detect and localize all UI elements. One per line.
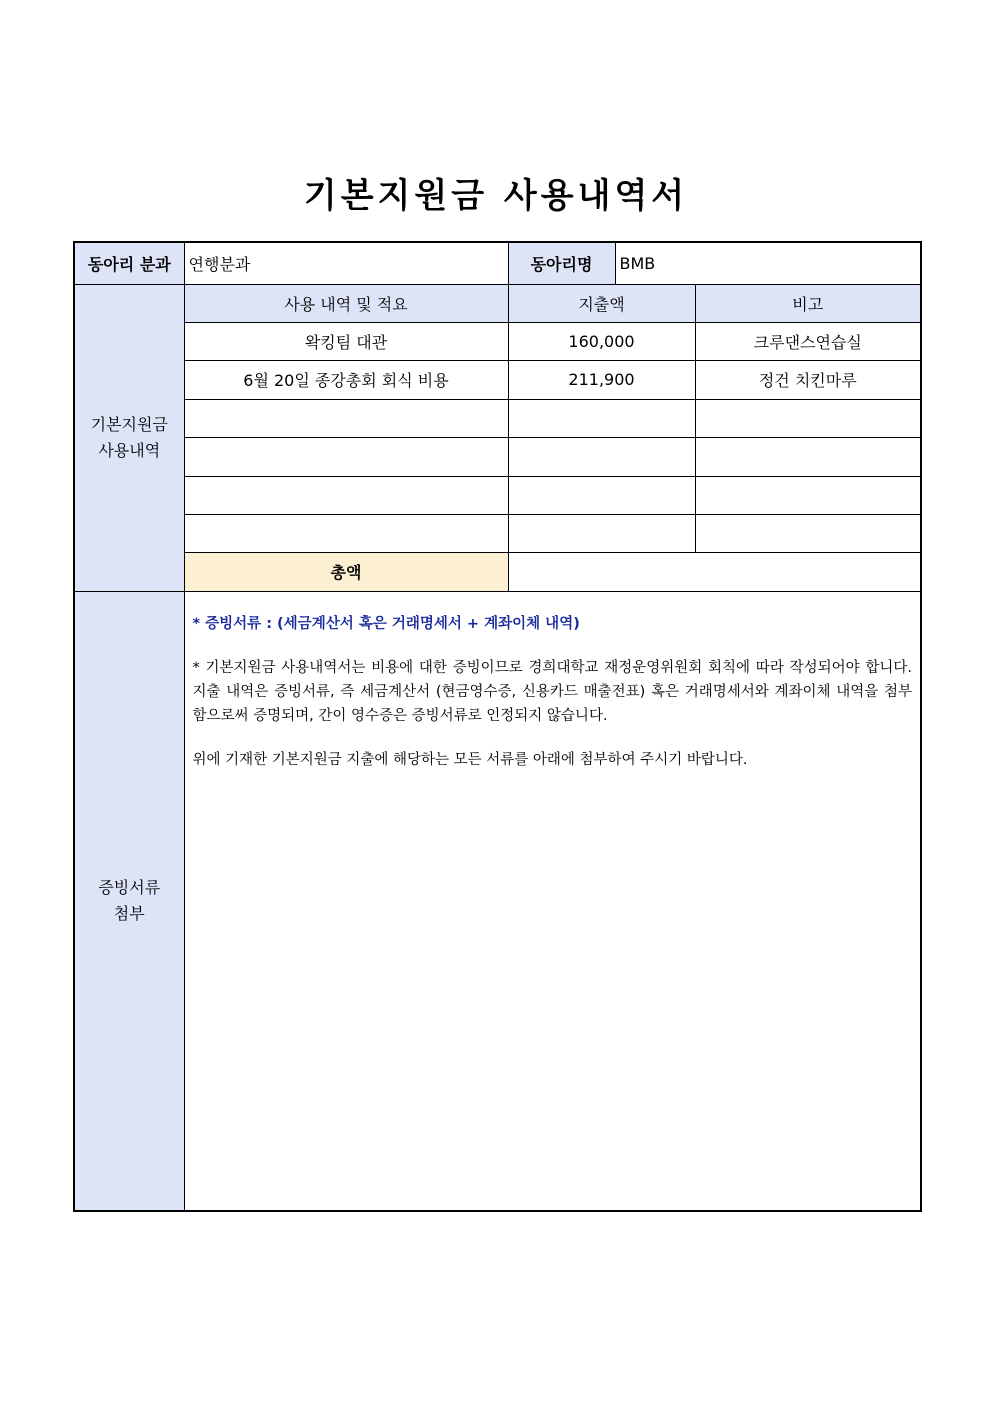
attachments-section-label-line2: 첨부 xyxy=(113,903,145,923)
column-header-amount: 지출액 xyxy=(508,284,695,322)
row-note[interactable]: 정건 치킨마루 xyxy=(695,360,921,399)
attachments-section-label xyxy=(74,591,184,1211)
attachments-area[interactable] xyxy=(184,591,921,1211)
row-amount[interactable]: 211,900 xyxy=(508,360,695,399)
row-note[interactable]: 크루댄스연습실 xyxy=(695,322,921,360)
row-note[interactable] xyxy=(695,476,921,514)
table-row xyxy=(74,360,921,399)
instruction-note: * 기본지원금 사용내역서는 비용에 대한 증빙이므로 경희대학교 재정운영위원회 회칙에 따라 작성되어야 합니다. 지출 내역은 증빙서류, 즉 세금계산서 (현금영수증, 신용카드 매출전표) 혹은 거래명세서와 계좌이체 내역을 첨부함으로써 증명되며, 간이 영수증은 증빙서류로 인정되지 않습니다. xyxy=(192,659,913,724)
row-amount[interactable]: 160,000 xyxy=(508,322,695,360)
row-desc[interactable]: 6월 20일 종강총회 회식 비용 xyxy=(184,360,508,399)
total-value[interactable] xyxy=(508,552,921,591)
table-row xyxy=(74,322,921,360)
column-header-desc: 사용 내역 및 적요 xyxy=(184,284,508,322)
row-amount[interactable] xyxy=(508,399,695,437)
club-name-label: 동아리명 xyxy=(508,242,615,284)
usage-section-label-line2: 사용내역 xyxy=(98,440,161,460)
row-note[interactable] xyxy=(695,399,921,437)
club-name-value[interactable]: BMB xyxy=(615,242,921,284)
division-value[interactable]: 연행분과 xyxy=(184,242,508,284)
row-desc[interactable] xyxy=(184,476,508,514)
row-amount[interactable] xyxy=(508,437,695,476)
usage-report-form xyxy=(73,241,922,1212)
table-row xyxy=(74,476,921,514)
row-amount[interactable] xyxy=(508,514,695,552)
column-header-note: 비고 xyxy=(695,284,921,322)
usage-section-label-line1: 기본지원금 xyxy=(90,414,168,434)
evidence-note: * 증빙서류 : (세금계산서 혹은 거래명세서 + 계좌이체 내역) xyxy=(192,615,580,632)
division-label: 동아리 분과 xyxy=(74,242,184,284)
usage-section-label xyxy=(74,284,184,591)
attachments-section-label-line1: 증빙서류 xyxy=(98,877,161,897)
page-title: 기본지원금 사용내역서 xyxy=(303,176,689,216)
row-note[interactable] xyxy=(695,514,921,552)
row-amount[interactable] xyxy=(508,476,695,514)
row-desc[interactable] xyxy=(184,437,508,476)
row-desc[interactable] xyxy=(184,514,508,552)
attach-request-note: 위에 기재한 기본지원금 지출에 해당하는 모든 서류를 아래에 첨부하여 주시기 바랍니다. xyxy=(192,751,748,768)
table-row xyxy=(74,514,921,552)
row-desc[interactable] xyxy=(184,399,508,437)
row-desc[interactable]: 왁킹팀 대관 xyxy=(184,322,508,360)
total-label: 총액 xyxy=(184,552,508,591)
row-note[interactable] xyxy=(695,437,921,476)
table-row xyxy=(74,399,921,437)
table-row xyxy=(74,437,921,476)
